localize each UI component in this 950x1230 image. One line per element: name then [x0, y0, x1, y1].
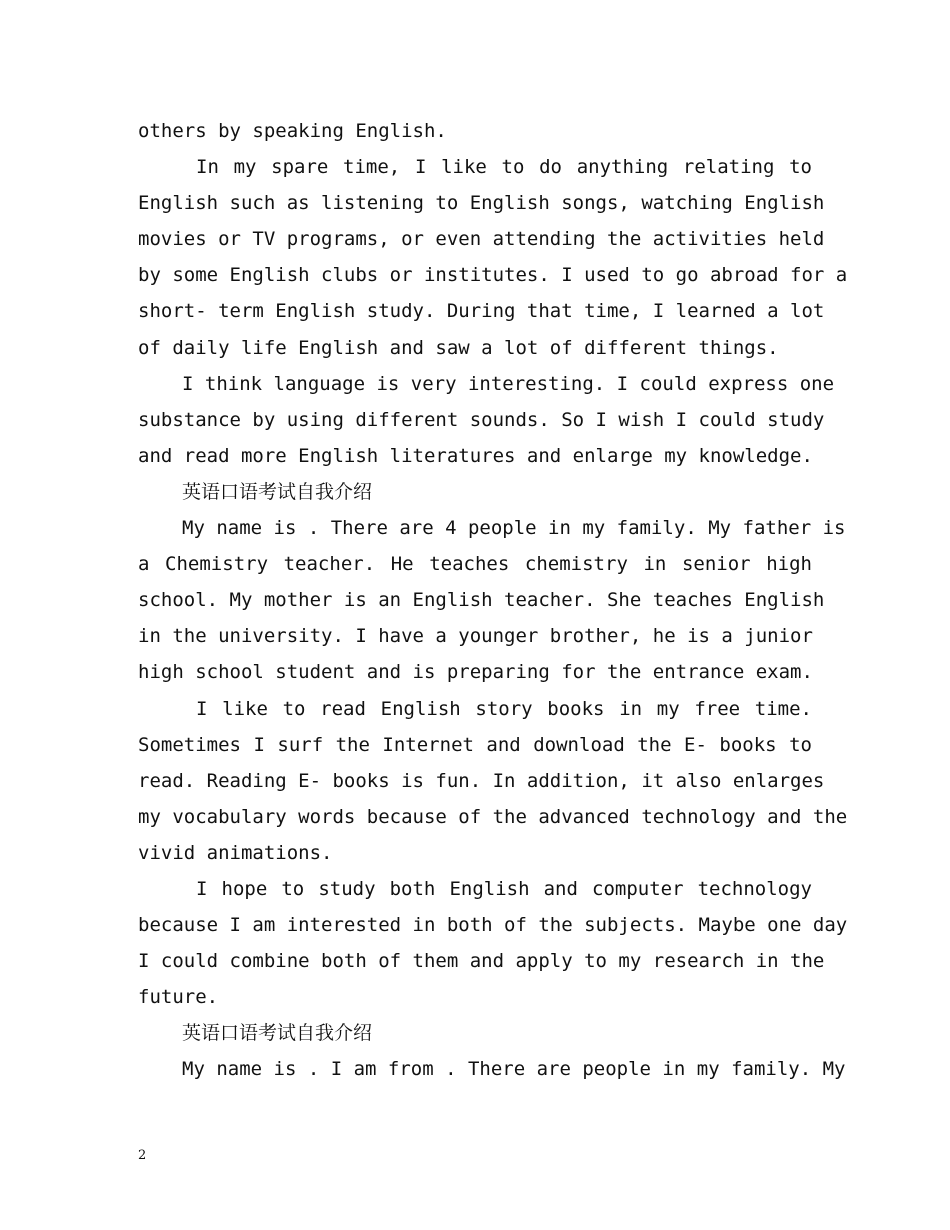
- text-line: by some English clubs or institutes. I used to go abroad for a: [138, 264, 848, 287]
- page-number: 2: [138, 1148, 147, 1163]
- section-heading: 英语口语考试自我介绍: [182, 1022, 373, 1045]
- text-line: I could combine both of them and apply to my research in the: [138, 950, 825, 973]
- text-line: My name is . There are 4 people in my family. My father is: [182, 517, 846, 540]
- text-line: my vocabulary words because of the advanced technology and the: [138, 805, 848, 828]
- text-line: because I am interested in both of the subjects. Maybe one day: [138, 914, 848, 937]
- text-line: in the university. I have a younger brother, he is a junior: [138, 625, 813, 648]
- document-body: [138, 113, 848, 1088]
- text-line: high school student and is preparing for the entrance exam.: [138, 661, 813, 684]
- section-heading: 英语口语考试自我介绍: [182, 480, 373, 503]
- text-line: of daily life English and saw a lot of different things.: [138, 336, 779, 359]
- text-line: school. My mother is an English teacher. She teaches English: [138, 589, 825, 612]
- text-line: I hope to study both English and computer technology: [196, 877, 812, 900]
- text-line: read. Reading E- books is fun. In addition, it also enlarges: [138, 769, 825, 792]
- text-line: English such as listening to English songs, watching English: [138, 192, 825, 215]
- text-line: Sometimes I surf the Internet and download the E- books to: [138, 733, 812, 756]
- text-line: In my spare time, I like to do anything relating to: [196, 156, 812, 179]
- text-line: a Chemistry teacher. He teaches chemistry in senior high: [138, 553, 812, 576]
- text-line: I like to read English story books in my free time.: [196, 697, 812, 720]
- text-line: short- term English study. During that time, I learned a lot: [138, 300, 825, 323]
- text-line: movies or TV programs, or even attending the activities held: [138, 228, 825, 251]
- text-line: My name is . I am from . There are people in my family. My: [182, 1058, 846, 1081]
- text-line: I think language is very interesting. I could express one: [182, 372, 835, 395]
- text-line: future.: [138, 986, 219, 1009]
- text-line: and read more English literatures and enlarge my knowledge.: [138, 444, 813, 467]
- text-line: others by speaking English.: [138, 120, 447, 142]
- text-line: vivid animations.: [138, 841, 333, 864]
- text-line: substance by using different sounds. So I wish I could study: [138, 408, 825, 431]
